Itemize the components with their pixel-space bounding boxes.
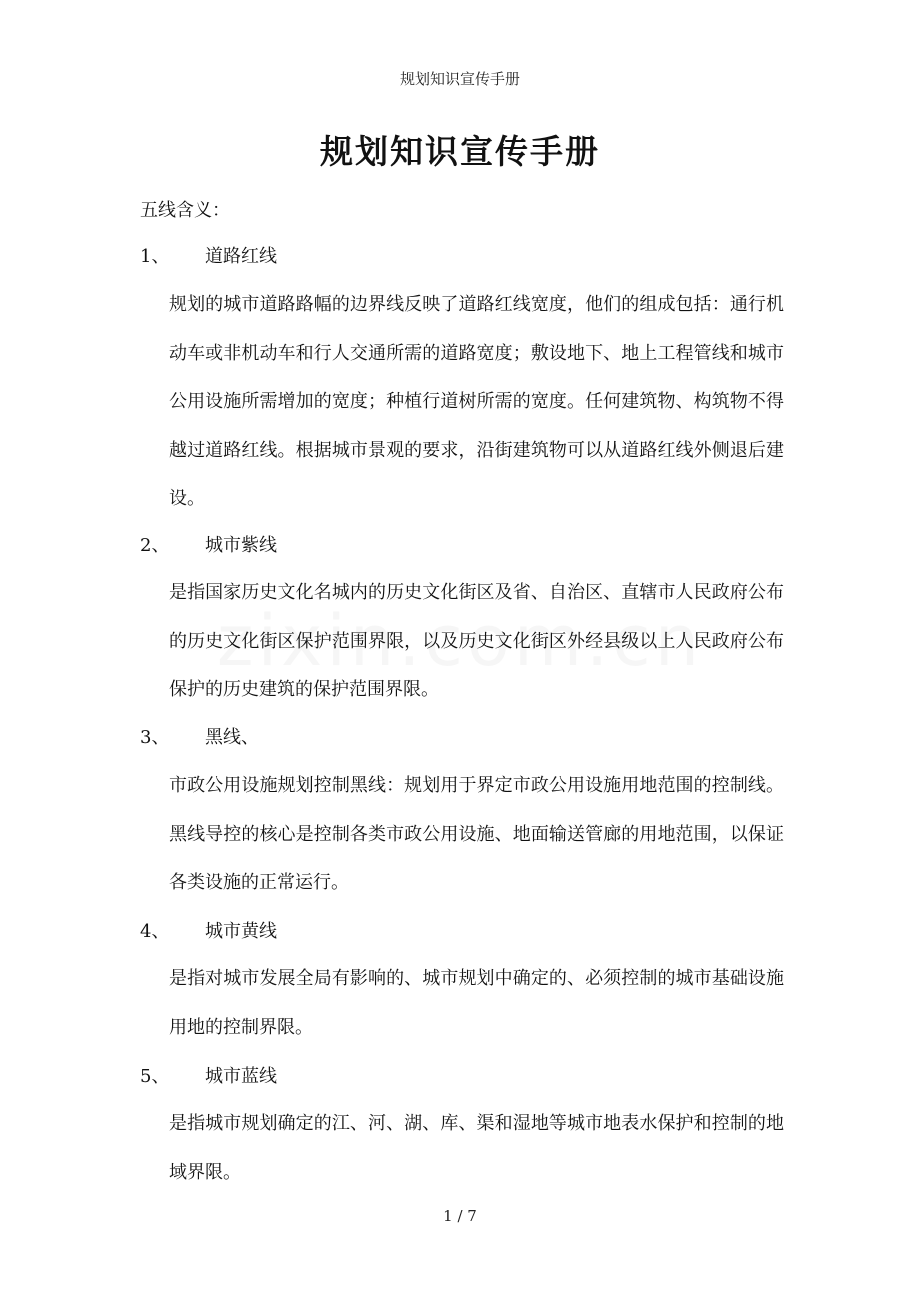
section-body-1: 规划的城市道路路幅的边界线反映了道路红线宽度，他们的组成包括：通行机动车或非机动车和行人交通所需的道路宽度；敷设地下、地上工程管线和城市公用设施所需增加的宽度；种植行道树所需的宽度。任何建筑物、构筑物不得越过道路红线。根据城市景观的要求，沿街建筑物可以从道路红线外侧退后建设。 bbox=[169, 294, 784, 509]
section-heading-1 bbox=[140, 242, 277, 272]
section-body-5: 是指城市规划确定的江、河、湖、库、渠和湿地等城市地表水保护和控制的地域界限。 bbox=[169, 1113, 784, 1183]
section-number: 3、 bbox=[140, 727, 170, 748]
section-body-2: 是指国家历史文化名城内的历史文化街区及省、自治区、直辖市人民政府公布的历史文化街区保护范围界限，以及历史文化街区外经县级以上人民政府公布保护的历史建筑的保护范围界限。 bbox=[169, 582, 784, 700]
running-header: 规划知识宣传手册 bbox=[399, 70, 520, 88]
section-title: 道路红线 bbox=[205, 246, 277, 267]
section-title: 城市黄线 bbox=[205, 921, 277, 942]
section-number: 1、 bbox=[140, 246, 170, 267]
document-title: 规划知识宣传手册 bbox=[320, 132, 600, 171]
section-title: 城市蓝线 bbox=[205, 1066, 277, 1087]
section-number: 2、 bbox=[140, 535, 170, 556]
section-heading-5 bbox=[140, 1062, 277, 1092]
section-number: 4、 bbox=[140, 921, 170, 942]
section-heading-3 bbox=[140, 723, 259, 753]
intro-label: 五线含义： bbox=[140, 200, 230, 221]
section-title: 黑线、 bbox=[205, 727, 259, 748]
page-number: 1 / 7 bbox=[443, 1207, 477, 1225]
section-title: 城市紫线 bbox=[205, 535, 277, 556]
section-body-4: 是指对城市发展全局有影响的、城市规划中确定的、必须控制的城市基础设施用地的控制界限。 bbox=[169, 968, 784, 1038]
section-heading-2 bbox=[140, 531, 277, 561]
section-heading-4 bbox=[140, 917, 277, 947]
section-number: 5、 bbox=[140, 1066, 170, 1087]
section-body-3: 市政公用设施规划控制黑线：规划用于界定市政公用设施用地范围的控制线。黑线导控的核心是控制各类市政公用设施、地面输送管廊的用地范围，以保证各类设施的正常运行。 bbox=[169, 775, 784, 893]
